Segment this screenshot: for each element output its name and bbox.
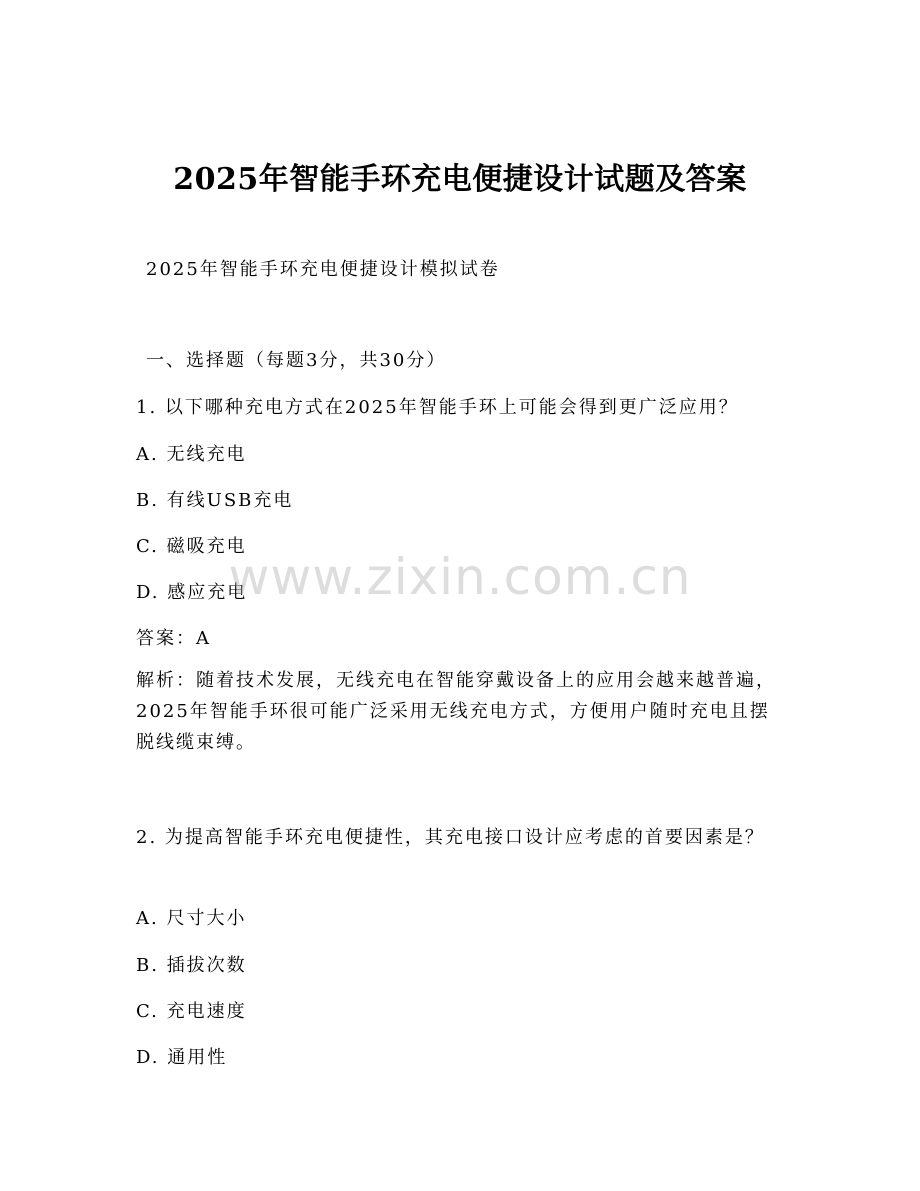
question-1-option-b: B. 有线USB充电 xyxy=(136,490,294,511)
question-1-option-d: D. 感应充电 xyxy=(136,582,248,603)
question-2-option-d: D. 通用性 xyxy=(136,1047,228,1068)
question-2-stem: 2. 为提高智能手环充电便捷性，其充电接口设计应考虑的首要因素是？ xyxy=(136,827,765,848)
document-title: 2025年智能手环充电便捷设计试题及答案 xyxy=(173,162,747,197)
watermark: www.zixin.com.cn xyxy=(228,548,692,606)
question-1-answer: 答案：A xyxy=(136,628,211,649)
section-heading: 一、选择题（每题3分，共30分） xyxy=(146,350,447,371)
question-2-option-c: C. 充电速度 xyxy=(136,1001,247,1022)
question-1-option-c: C. 磁吸充电 xyxy=(136,536,247,557)
question-1-option-a: A. 无线充电 xyxy=(136,444,247,465)
document-subtitle: 2025年智能手环充电便捷设计模拟试卷 xyxy=(146,259,500,280)
question-1-stem: 1. 以下哪种充电方式在2025年智能手环上可能会得到更广泛应用？ xyxy=(136,397,739,418)
question-1-explanation: 解析：随着技术发展，无线充电在智能穿戴设备上的应用会越来越普遍，2025年智能手环很可能广泛采用无线充电方式，方便用户随时充电且摆脱线缆束缚。 xyxy=(136,670,776,753)
question-2-option-a: A. 尺寸大小 xyxy=(136,908,247,929)
question-2-option-b: B. 插拔次数 xyxy=(136,955,247,976)
